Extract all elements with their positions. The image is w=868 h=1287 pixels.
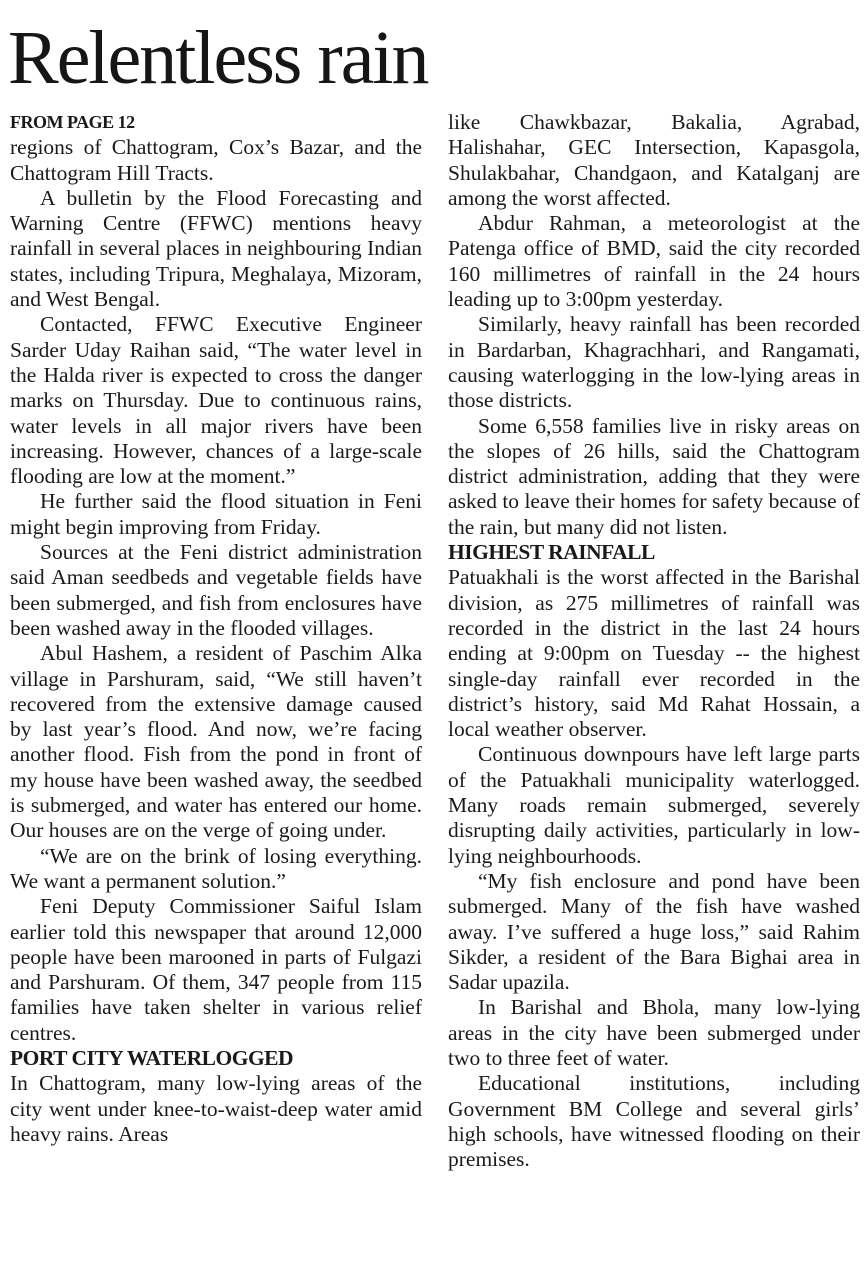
paragraph: Contacted, FFWC Executive Engineer Sarder Uday Raihan said, “The water level in the Halda river is expected to cross the danger marks on Thursday. Due to continuous rains, water levels in all major rivers have been increasing. However, chances of a large-scale flooding are low at the moment.” (10, 312, 422, 489)
paragraph: He further said the flood situation in Feni might begin improving from Friday. (10, 489, 422, 539)
left-column (10, 110, 422, 1147)
paragraph: Continuous downpours have left large parts of the Patuakhali municipality waterlogged. Many roads remain submerged, severely disrupting daily activities, particularly in low-lying neighbourhoods. (448, 742, 860, 868)
paragraph: Abul Hashem, a resident of Paschim Alka village in Parshuram, said, “We still haven’t recovered from the extensive damage caused by last year’s flood. And now, we’re facing another flood. Fish from the pond in front of my house have been washed away, the seedbed is submerged, and water has entered our home. Our houses are on the verge of going under. (10, 641, 422, 843)
paragraph: A bulletin by the Flood Forecasting and Warning Centre (FFWC) mentions heavy rainfall in several places in neighbouring Indian states, including Tripura, Meghalaya, Mizoram, and West Bengal. (10, 185, 422, 312)
paragraph: In Chattogram, many low-lying areas of the city went under knee-to-waist-deep water amid heavy rains. Areas (10, 1071, 422, 1146)
paragraph: Patuakhali is the worst affected in the Barishal division, as 275 millimetres of rainfall was recorded in the district in the last 24 hours ending at 9:00pm on Tuesday -- the highest single-day rainfall ever recorded in the district’s history, said Md Rahat Hossain, a local weather observer. (448, 565, 860, 742)
paragraph: like Chawkbazar, Bakalia, Agrabad, Halishahar, GEC Intersection, Kapasgola, Shulakbahar, Chandgaon, and Katalganj are among the worst affected. (448, 110, 860, 210)
paragraph: Abdur Rahman, a meteorologist at the Patenga office of BMD, said the city recorded 160 millimetres of rainfall in the 24 hours leading up to 3:00pm yesterday. (448, 211, 860, 312)
paragraph: Educational institutions, including Government BM College and several girls’ high schools, have witnessed flooding on their premises. (448, 1071, 860, 1172)
paragraph: Sources at the Feni district administration said Aman seedbeds and vegetable fields have been submerged, and fish from enclosures have been washed away in the flooded villages. (10, 540, 422, 640)
paragraph: Similarly, heavy rainfall has been recorded in Bardarban, Khagrachhari, and Rangamati, causing waterlogging in the low-lying areas in those districts. (448, 312, 860, 413)
subhead-port-city: PORT CITY WATERLOGGED (10, 1045, 294, 1070)
paragraph: “My fish enclosure and pond have been submerged. Many of the fish have washed away. I’ve suffered a huge loss,” said Rahim Sikder, a resident of the Bara Bighai area in Sadar upazila. (448, 868, 860, 995)
headline: Relentless rain (8, 16, 428, 100)
paragraph: regions of Chattogram, Cox’s Bazar, and the Chattogram Hill Tracts. (10, 135, 422, 185)
paragraph: Feni Deputy Commissioner Saiful Islam earlier told this newspaper that around 12,000 people have been marooned in parts of Fulgazi and Parshuram. Of them, 347 people from 115 families have taken shelter in various relief centres. (10, 894, 422, 1045)
paragraph: In Barishal and Bhola, many low-lying areas in the city have been submerged under two to three feet of water. (448, 995, 860, 1070)
subhead-highest-rainfall: HIGHEST RAINFALL (448, 540, 655, 565)
paragraph: Some 6,558 families live in risky areas on the slopes of 26 hills, said the Chattogram district administration, adding that they were asked to leave their homes for safety because of the rain, but many did not listen. (448, 413, 860, 539)
paragraph: “We are on the brink of losing everything. We want a permanent solution.” (10, 843, 422, 893)
continuation-kicker: FROM PAGE 12 (10, 112, 135, 132)
right-column (448, 110, 860, 1172)
